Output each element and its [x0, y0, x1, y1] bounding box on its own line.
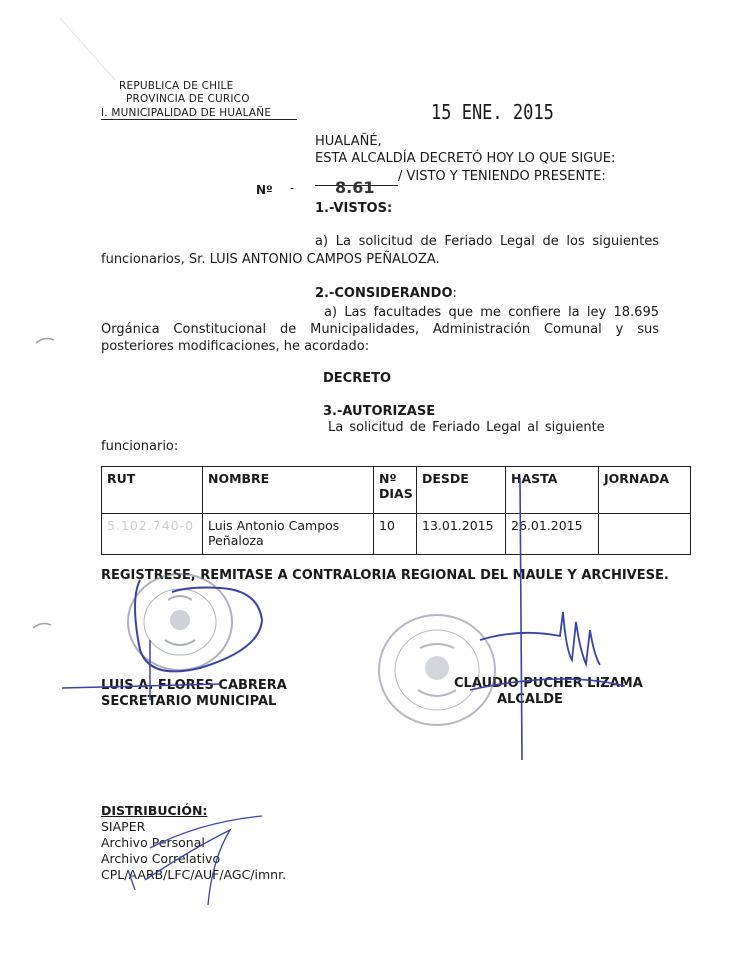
cell-rut: 5.102.740-0	[102, 514, 203, 555]
header-municipalidad: I. MUNICIPALIDAD DE HUALAÑE	[101, 107, 297, 120]
intro-text: ESTA ALCALDÍA DECRETÓ HOY LO QUE SIGUE:	[315, 151, 616, 166]
decree-dash: -	[290, 181, 295, 195]
autorizase-heading: 3.-AUTORIZASE	[323, 404, 436, 419]
decree-prefix: Nº	[256, 183, 273, 197]
visto-text: / VISTO Y TENIENDO PRESENTE:	[398, 169, 606, 184]
col-hasta: HASTA	[506, 467, 599, 514]
decreto-heading: DECRETO	[323, 371, 392, 386]
cell-hasta: 26.01.2015	[506, 514, 599, 555]
punch-hole-mark	[36, 339, 54, 343]
signatory-left-name: LUIS A. FLORES CABRERA	[101, 678, 287, 693]
registrese-text: REGISTRESE, REMITASE A CONTRALORIA REGIONAL DEL MAULE Y ARCHIVESE.	[101, 568, 669, 583]
distribucion-item: SIAPER	[101, 819, 146, 834]
vistos-text: a) La solicitud de Feriado Legal de los siguientes funcionarios, Sr. LUIS ANTONIO CAMPOS PEÑALOZA.	[101, 234, 659, 267]
vistos-heading: 1.-VISTOS:	[315, 201, 393, 216]
initials-stroke	[128, 870, 135, 890]
signatory-right-name: CLAUDIO PUCHER LIZAMA	[454, 676, 643, 691]
distribucion-item: CPL/AARB/LFC/AUF/AGC/imnr.	[101, 867, 287, 882]
cell-nombre: Luis Antonio Campos Peñaloza	[203, 514, 374, 555]
seal-right	[379, 615, 495, 725]
col-dias-label: Nº DIAS	[379, 471, 413, 501]
date-stamp: 15 ENE. 2015	[431, 100, 554, 124]
punch-hole-mark	[33, 624, 51, 628]
distribucion-item: Archivo Personal	[101, 835, 205, 850]
considerando-heading: 2.-CONSIDERANDO	[315, 286, 453, 301]
place: HUALAÑÉ,	[315, 134, 382, 149]
col-nombre: NOMBRE	[203, 467, 374, 514]
col-desde: DESDE	[417, 467, 506, 514]
considerando-text: a) Las facultades que me confiere la ley 18.695 Orgánica Constitucional de Municipalidades, Administración Comunal y sus posteriores modificaciones, he acordado:	[101, 305, 659, 354]
autorizase-text: La solicitud de Feriado Legal al siguiente	[328, 420, 605, 435]
cell-desde: 13.01.2015	[417, 514, 506, 555]
header-republica: REPUBLICA DE CHILE	[119, 80, 234, 92]
col-rut: RUT	[102, 467, 203, 514]
signature-right	[480, 612, 600, 665]
col-jornada: JORNADA	[599, 467, 691, 514]
distribucion-heading: DISTRIBUCIÓN:	[101, 803, 208, 818]
signatory-left-title: SECRETARIO MUNICIPAL	[101, 694, 277, 709]
initials-stroke	[145, 830, 230, 905]
distribucion-item: Archivo Correlativo	[101, 851, 221, 866]
considerando-colon: :	[452, 286, 457, 301]
decree-number: 8.61	[335, 178, 375, 197]
signature-left-stroke	[62, 684, 220, 688]
autorizase-text2: funcionario:	[101, 439, 179, 454]
cell-dias: 10	[374, 514, 417, 555]
signature-right-vertical	[520, 478, 522, 760]
header-provincia: PROVINCIA DE CURICO	[126, 93, 250, 105]
signatory-right-title: ALCALDE	[497, 692, 563, 707]
scan-edge-mark	[60, 18, 115, 80]
